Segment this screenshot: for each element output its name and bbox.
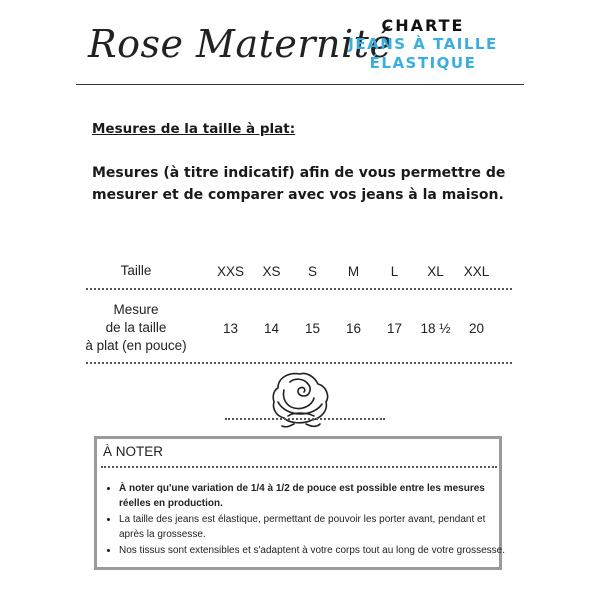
size-header-label: Taille [120,263,152,278]
size-cell: XXS [216,263,244,279]
size-cell: L [390,263,399,279]
chart-title-line1: CHARTE [381,16,465,35]
measure-row [84,296,514,360]
measure-cell: 13 [222,320,239,336]
measure-label-line2: de la taille [105,320,167,335]
chart-title-line3: ÉLASTIQUE [369,54,477,72]
measure-cell: 20 [468,320,485,336]
header-divider [76,84,524,85]
measure-label-line3: à plat (en pouce) [85,338,187,353]
size-cell: S [307,263,317,279]
size-cell: XS [262,263,281,279]
section-heading: Mesures de la taille à plat: [92,121,296,137]
measure-label-line1: Mesure [113,302,159,317]
list-item: • À noter qu'une variation de 1/4 à 1/2 de pouce est possible entre les mesures réelles en production. [119,481,511,511]
measure-cell: 18 ½ [420,320,451,336]
rose-icon [264,368,336,430]
measure-cell: 15 [304,320,321,336]
measure-cell: 14 [263,320,280,336]
brand-logo: Rose Maternité [88,22,393,66]
chart-title-line2: JEANS À TAILLE [348,35,498,53]
list-item: • La taille des jeans est élastique, permettant de pouvoir les porter avant, pendant et après la grossesse. [119,512,511,542]
table-divider [86,362,512,364]
size-cell: XL [427,263,444,279]
size-cell: XXL [463,263,490,279]
note-box [94,436,506,570]
size-cell: M [347,263,360,279]
chart-title [328,16,518,73]
intro-text: Mesures (à titre indicatif) afin de vous permettre de mesurer et de comparer avec vos jeans à la maison. [92,165,506,203]
measure-label [84,301,188,355]
table-divider [86,288,512,290]
list-item: • Nos tissus sont extensibles et s'adaptent à votre corps tout au long de votre grossesse. [119,543,511,558]
measure-cell: 17 [386,320,403,336]
measure-cell: 16 [345,320,362,336]
note-title: À NOTER [103,444,164,459]
note-divider [101,466,497,468]
size-header-row [84,256,514,286]
size-table [84,256,514,364]
rose-divider [225,418,385,420]
note-list [103,481,511,559]
